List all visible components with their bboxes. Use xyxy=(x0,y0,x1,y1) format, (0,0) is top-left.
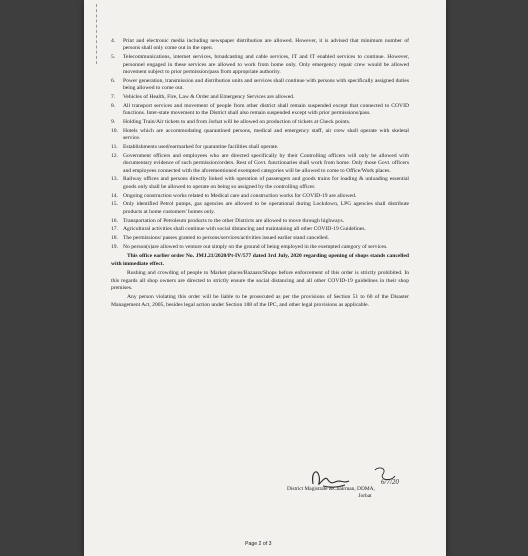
item-text: Hotels which are accommodating quarantined persons, medical and emergency staff, air crew shall operate with skeletal service. xyxy=(123,127,409,142)
item-number: 17. xyxy=(111,226,118,233)
item-text: Print and electronic media including newspaper distribution are allowed. However, it is advised that minimum number of persons shall only come out in the open. xyxy=(123,38,409,52)
item-number: 14. xyxy=(111,192,118,199)
item-number: 7. xyxy=(111,94,116,101)
signatory-place: Jorhat xyxy=(358,492,372,499)
page-number-label: Page 2 of 3 xyxy=(245,541,272,547)
item-text: Power generation, transmission and distribution units and services shall continue with persons with specifically assigned duties being allowed to come out. xyxy=(123,77,409,92)
item-text: No person(s)are allowed to venture out simply on the ground of being employed in the exempted category of services. xyxy=(123,244,388,251)
signatory xyxy=(287,486,423,499)
item-text: Agricultural activities shall continue with social distancing and maintaining all other COVID-19 Guidelines. xyxy=(123,226,366,233)
list-item xyxy=(111,201,409,216)
item-text: All transport services and movement of people from other district shall remain suspended except that connected to COVID functions. Inter-state movement to the District shall also remain suspended except with prior permissions/pass. xyxy=(123,102,409,117)
item-number: 19. xyxy=(111,244,118,251)
list-item xyxy=(111,128,409,143)
item-text: Vehicles of Health, Fire, Law & Order and Emergency Services are allowed. xyxy=(123,94,295,101)
list-item xyxy=(111,153,409,175)
list-item xyxy=(111,54,409,76)
item-number: 11. xyxy=(111,144,118,151)
list-item xyxy=(111,218,409,225)
item-number: 6. xyxy=(111,77,116,84)
list-item xyxy=(111,193,409,200)
item-text: Ongoing construction works related to Medical care and construction works for COVID-19 are allowed. xyxy=(123,192,357,199)
item-text: Establishments used/earmarked for quarantine facilities shall operate. xyxy=(123,144,279,151)
item-number: 16. xyxy=(111,217,118,224)
item-number: 9. xyxy=(111,119,116,126)
list-item xyxy=(111,119,409,126)
item-number: 5. xyxy=(111,54,116,61)
list-item xyxy=(111,38,409,53)
item-number: 15. xyxy=(111,201,118,208)
list-item xyxy=(111,176,409,191)
signatory-title: District Magistrate &Chairman, DDMA, xyxy=(287,486,375,492)
item-text: Transportation of Petroleum products to the other Districts are allowed to move through highways. xyxy=(123,217,345,224)
crowding-paragraph: Rushing and crowding of people to Market places/Bazaars/Shops before enforcement of this order is strictly prohibited. In this regards all shop owners are directed to strictly ensure the social distancing and all other COVID-19 guidelines in their shop premises. xyxy=(111,270,409,292)
item-number: 12. xyxy=(111,152,118,159)
page-edge-mark xyxy=(96,4,98,64)
signature-block xyxy=(283,462,423,522)
item-number: 18. xyxy=(111,235,118,242)
penalty-paragraph: Any person violating this order will be liable to be prosecuted as per the provisions of Section 51 to 60 of the Disaster Management Act, 2005, besides legal action under Section 188 of the IPC, and other legal provisions as applicable. xyxy=(111,294,409,308)
list-item xyxy=(111,235,409,242)
list-item xyxy=(111,244,409,251)
item-text: Only identified Petrol pumps, gas agencies are allowed to be operational during Lockdown, LPG agencies shall distribute products at home customers' homes only. xyxy=(123,201,409,215)
list-item xyxy=(111,144,409,151)
signature-date: 6/7/20 xyxy=(381,478,399,486)
item-text: The permissions/ passes granted to persons/services/activities issued earlier stand cancelled. xyxy=(123,235,329,242)
exemption-list xyxy=(111,38,409,251)
item-text: Railway offices and persons directly linked with operation of passengers and goods trains for loading & unloading essential goods only shall be allowed to operate on being so assigned by the controlling officer. xyxy=(123,176,409,190)
list-item xyxy=(111,94,409,101)
item-number: 10. xyxy=(111,127,118,134)
item-text: Holding Train/Air tickets to and from Jorhat will be allowed on production of tickets at Check points. xyxy=(123,119,351,126)
list-item xyxy=(111,78,409,93)
list-item xyxy=(111,103,409,118)
item-text: Government officers and employees who are directed specifically by their Controlling officers will only be allowed with documentary evidence of such permission/orders. Rest of Govt. functionaries shall work from home. Only those Govt. officers and employees connected with the aforementioned exempted categories will be allowed to come to Office/Work places. xyxy=(123,152,409,174)
order-body xyxy=(111,38,409,310)
cancellation-order: This office earlier order No. JMJ.21/2020/Pt-IV/577 dated 3rd July, 2020 regarding opening of shops stands cancelled with immediate effect. xyxy=(111,253,409,267)
item-number: 4. xyxy=(111,38,116,44)
item-number: 13. xyxy=(111,176,118,183)
list-item xyxy=(111,226,409,233)
item-number: 8. xyxy=(111,102,116,109)
item-text: Telecommunications, internet services, broadcasting and cable services, IT and IT enabled services to continue. However, personnel engaged in these services are allowed to work from home only. Only emergency repair crew would be allowed movement subject to prior permission/pass from appropriate authority. xyxy=(123,54,409,76)
